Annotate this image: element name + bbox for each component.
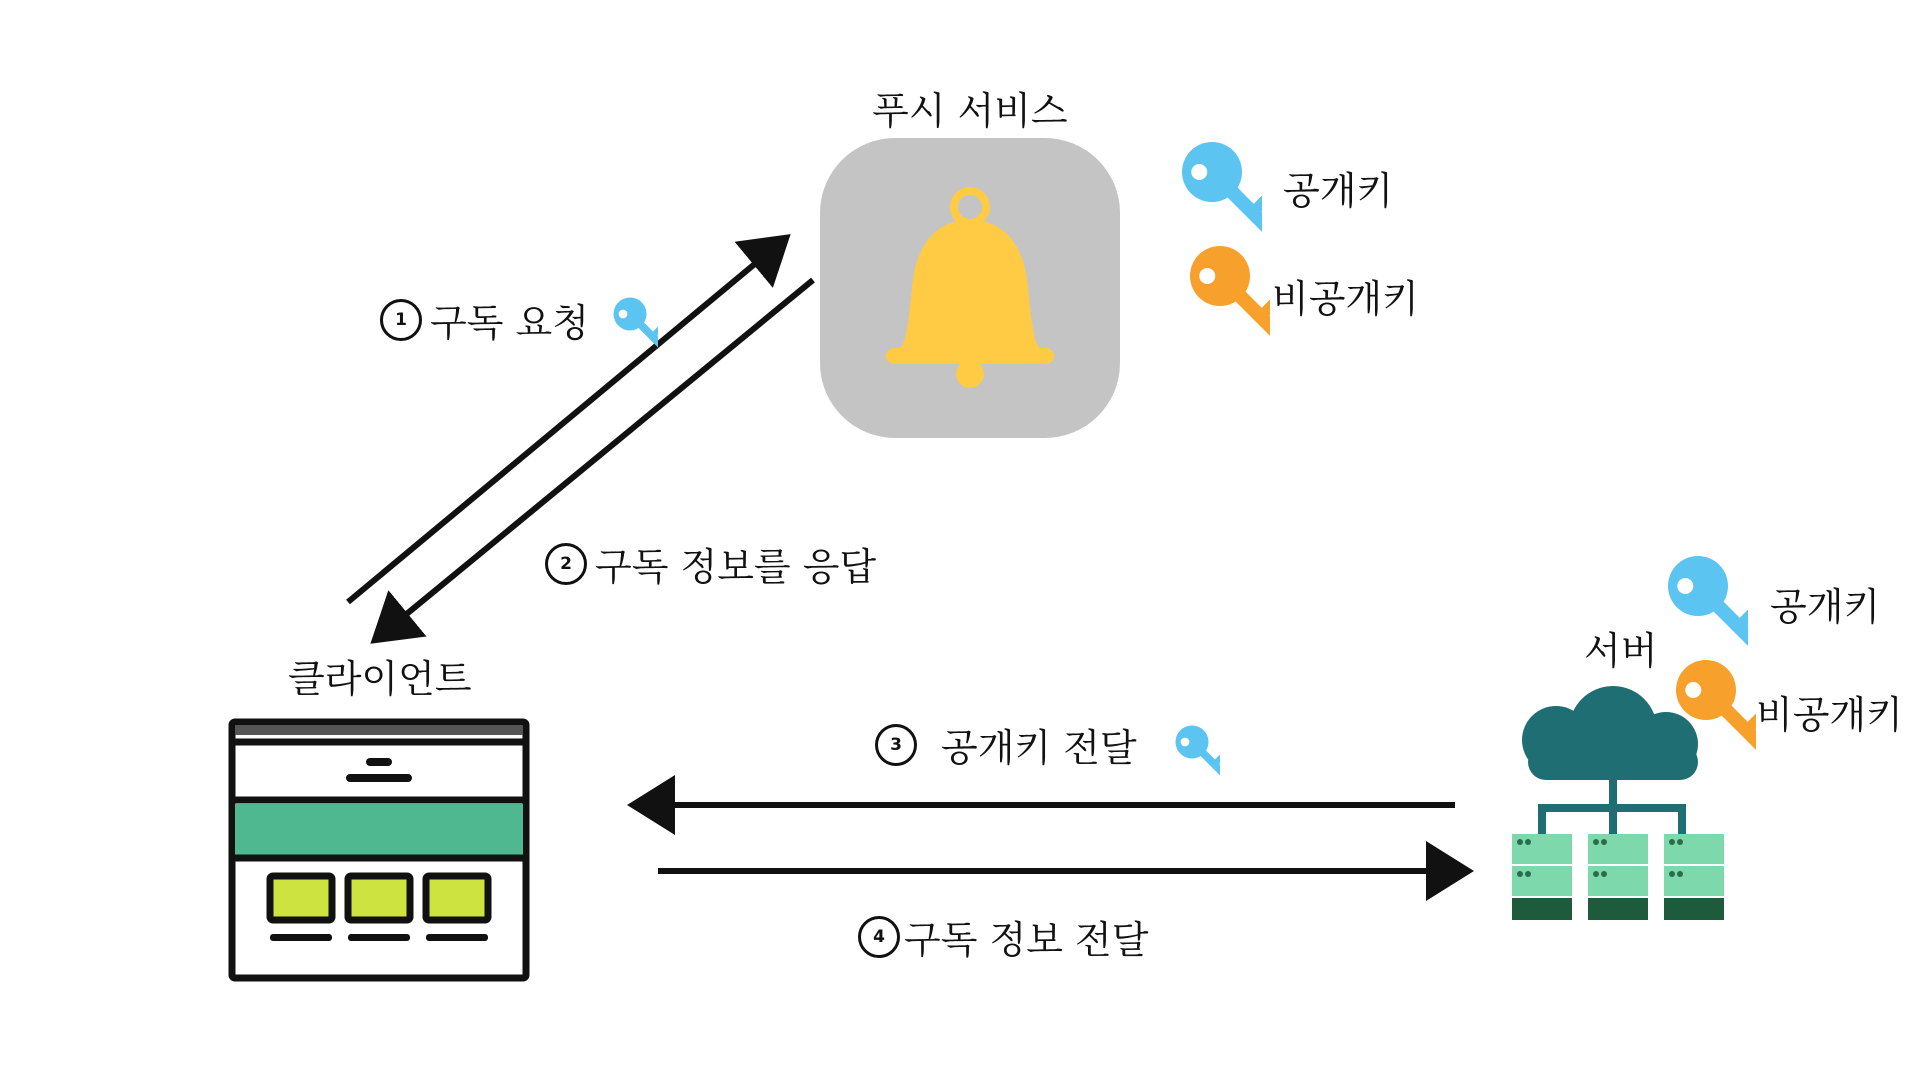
step-4 — [858, 909, 1148, 964]
server-private-key-icon — [1656, 650, 1756, 760]
step-1-badge: 1 — [380, 299, 422, 341]
step-3 — [875, 717, 1137, 772]
step-2-label: 구독 정보를 응답 — [595, 545, 877, 589]
push-service-box — [820, 138, 1122, 440]
push-public-key-icon — [1162, 132, 1262, 242]
push-service-title: 푸시 서비스 — [872, 89, 1068, 133]
server-private-key-label: 비공개키 — [1756, 693, 1903, 737]
step-2 — [545, 536, 876, 591]
network-connectors — [1538, 778, 1686, 834]
push-private-key-icon — [1170, 236, 1270, 346]
step-1-key-icon — [598, 292, 658, 358]
server-racks — [1512, 834, 1724, 920]
browser-window-icon — [228, 718, 532, 984]
server-title: 서버 — [1584, 629, 1658, 673]
server-public-key-icon — [1648, 546, 1748, 656]
step-2-badge: 2 — [545, 543, 587, 585]
step-1 — [380, 292, 589, 347]
push-private-key-label: 비공개키 — [1272, 277, 1419, 321]
step-3-key-icon — [1160, 720, 1220, 786]
step-1-label: 구독 요청 — [430, 301, 589, 345]
step-3-label: 공개키 전달 — [941, 726, 1137, 770]
step-4-badge: 4 — [858, 916, 900, 958]
server-public-key-label: 공개키 — [1770, 585, 1881, 629]
step-4-label: 구독 정보 전달 — [904, 918, 1149, 962]
step-3-badge: 3 — [875, 724, 917, 766]
push-public-key-label: 공개키 — [1283, 169, 1394, 213]
client-title: 클라이언트 — [288, 657, 472, 701]
